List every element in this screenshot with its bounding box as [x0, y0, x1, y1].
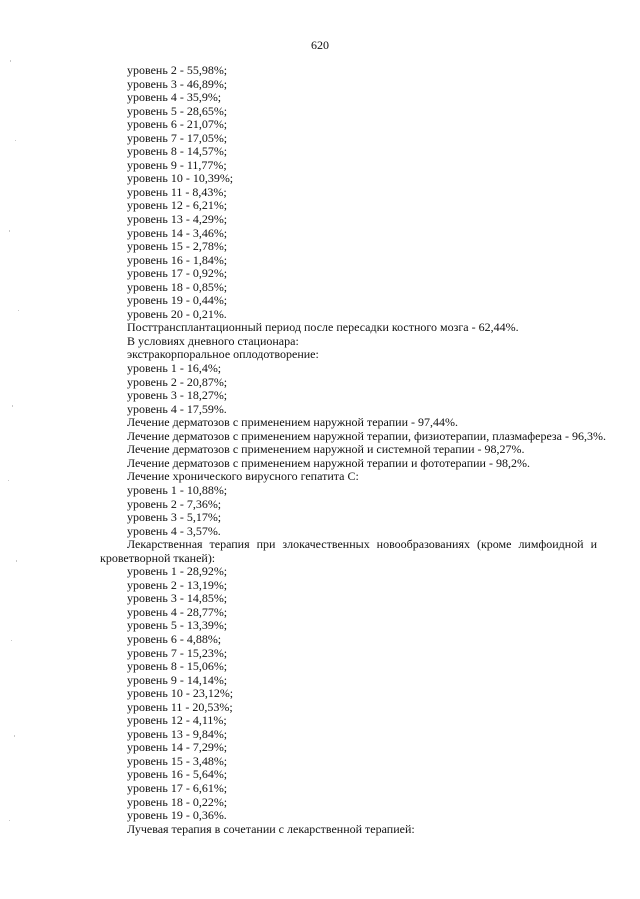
list-item: уровень 2 - 20,87%; [127, 374, 228, 389]
list-item: Лечение дерматозов с применением наружной терапии и фототерапии - 98,2%. [127, 455, 530, 470]
level-list-hepatitis [127, 484, 597, 538]
list-item: уровень 4 - 35,9%; [127, 90, 222, 105]
list-item: уровень 12 - 4,11%; [127, 713, 227, 728]
list-item: уровень 3 - 46,89%; [127, 76, 228, 91]
list-item: уровень 19 - 0,36%. [127, 808, 227, 823]
list-item: уровень 3 - 5,17%; [127, 510, 222, 525]
post-transplant-line: Посттрансплантационный период после пересадки костного мозга - 62,44%. [127, 320, 519, 335]
drug-therapy-heading [100, 538, 597, 565]
dermatoses-list [127, 415, 606, 470]
list-item: уровень 1 - 16,4%; [127, 361, 222, 376]
level-list-transplant [127, 64, 597, 321]
list-item: уровень 12 - 6,21%; [127, 198, 228, 213]
list-item: уровень 8 - 15,06%; [127, 659, 228, 674]
list-item: уровень 18 - 0,22%; [127, 794, 228, 809]
hepatitis-heading: Лечение хронического вирусного гепатита С: [127, 469, 359, 484]
list-item: уровень 15 - 2,78%; [127, 239, 228, 254]
list-item: уровень 15 - 3,48%; [127, 753, 228, 768]
list-item: уровень 7 - 17,05%; [127, 130, 228, 145]
list-item: уровень 17 - 6,61%; [127, 780, 228, 795]
list-item: уровень 9 - 14,14%; [127, 672, 228, 687]
list-item: уровень 18 - 0,85%; [127, 279, 228, 294]
list-item: уровень 10 - 23,12%; [127, 686, 234, 701]
list-item: уровень 4 - 17,59%. [127, 401, 227, 416]
list-item: уровень 5 - 13,39%; [127, 618, 228, 633]
list-item: уровень 3 - 18,27%; [127, 388, 228, 403]
list-item: уровень 14 - 3,46%; [127, 225, 228, 240]
list-item: уровень 2 - 55,98%; [127, 63, 228, 77]
list-item: уровень 4 - 28,77%; [127, 604, 228, 619]
level-list-ivf [127, 362, 597, 416]
list-item: уровень 5 - 28,65%; [127, 103, 228, 118]
document-body [100, 63, 606, 836]
list-item: уровень 7 - 15,23%; [127, 645, 228, 660]
drug-therapy-heading-text: Лекарственная терапия при злокачественных новообразованиях (кроме лимфоидной и кроветворной тканей): [100, 537, 597, 565]
day-hospital-heading: В условиях дневного стационара: [127, 333, 299, 348]
list-item: уровень 14 - 7,29%; [127, 740, 228, 755]
ivf-heading: экстракорпоральное оплодотворение: [127, 347, 319, 362]
list-item: уровень 16 - 5,64%; [127, 767, 228, 782]
list-item: Лечение дерматозов с применением наружной и системной терапии - 98,27%. [127, 442, 525, 457]
list-item: уровень 13 - 9,84%; [127, 726, 228, 741]
list-item: уровень 17 - 0,92%; [127, 266, 228, 281]
list-item: уровень 6 - 4,88%; [127, 631, 222, 646]
list-item: уровень 11 - 20,53%; [127, 699, 233, 714]
list-item: уровень 19 - 0,44%; [127, 293, 228, 308]
list-item: Лечение дерматозов с применением наружной терапии, физиотерапии, плазмафереза - 96,3%. [127, 428, 606, 443]
list-item: уровень 2 - 7,36%; [127, 496, 222, 511]
list-item: уровень 6 - 21,07%; [127, 117, 228, 132]
scan-speckles [6, 0, 36, 899]
list-item: уровень 13 - 4,29%; [127, 212, 228, 227]
list-item: уровень 16 - 1,84%; [127, 252, 228, 267]
list-item: уровень 9 - 11,77%; [127, 157, 227, 172]
list-item: уровень 11 - 8,43%; [127, 184, 227, 199]
list-item: уровень 1 - 28,92%; [127, 564, 228, 579]
list-item: уровень 4 - 3,57%. [127, 523, 221, 538]
level-list-drug-therapy [127, 565, 597, 822]
list-item: уровень 8 - 14,57%; [127, 144, 228, 159]
list-item: уровень 1 - 10,88%; [127, 482, 228, 497]
radiation-heading: Лучевая терапия в сочетании с лекарственной терапией: [127, 821, 415, 836]
list-item: уровень 20 - 0,21%. [127, 306, 227, 321]
list-item: Лечение дерматозов с применением наружной терапии - 97,44%. [127, 415, 458, 430]
list-item: уровень 3 - 14,85%; [127, 591, 228, 606]
list-item: уровень 2 - 13,19%; [127, 577, 228, 592]
list-item: уровень 10 - 10,39%; [127, 171, 234, 186]
page-number: 620 [311, 38, 329, 52]
